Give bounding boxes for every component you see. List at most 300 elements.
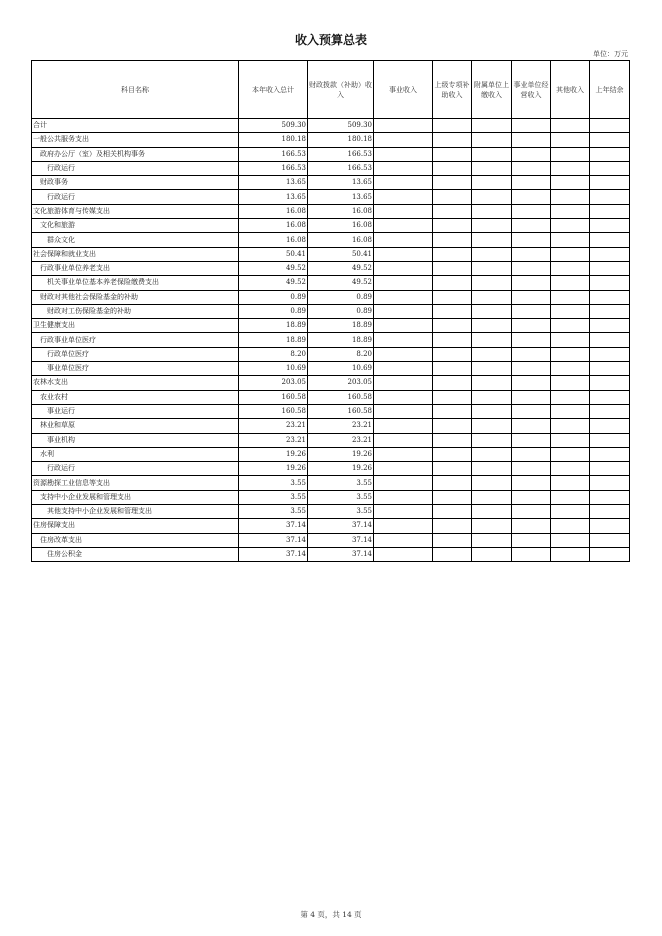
prior-year-balance-cell xyxy=(590,362,630,376)
other-income-cell xyxy=(551,219,590,233)
other-income-cell xyxy=(551,304,590,318)
affiliated-remittance-cell xyxy=(472,290,512,304)
business-income-cell xyxy=(374,333,433,347)
superior-subsidy-cell xyxy=(433,190,472,204)
fiscal-appropriation-cell: 49.52 xyxy=(308,276,374,290)
total-income-cell: 16.08 xyxy=(239,204,308,218)
total-income-cell: 19.26 xyxy=(239,447,308,461)
prior-year-balance-cell xyxy=(590,419,630,433)
page-title: 收入预算总表 xyxy=(294,33,367,47)
other-income-cell xyxy=(551,519,590,533)
total-income-cell: 180.18 xyxy=(239,133,308,147)
table-body xyxy=(32,119,630,562)
total-income-cell: 18.89 xyxy=(239,333,308,347)
prior-year-balance-cell xyxy=(590,376,630,390)
subject-name-cell: 事业单位医疗 xyxy=(32,362,239,376)
col-header-business-income: 事业收入 xyxy=(374,61,433,119)
superior-subsidy-cell xyxy=(433,547,472,561)
superior-subsidy-cell xyxy=(433,147,472,161)
fiscal-appropriation-cell: 37.14 xyxy=(308,519,374,533)
business-income-cell xyxy=(374,376,433,390)
operating-income-cell xyxy=(512,233,551,247)
operating-income-cell xyxy=(512,219,551,233)
subject-name-cell: 合计 xyxy=(32,119,239,133)
total-income-cell: 8.20 xyxy=(239,347,308,361)
table-row xyxy=(32,247,630,261)
business-income-cell xyxy=(374,519,433,533)
prior-year-balance-cell xyxy=(590,119,630,133)
other-income-cell xyxy=(551,447,590,461)
subject-name-cell: 卫生健康支出 xyxy=(32,319,239,333)
total-income-cell: 3.55 xyxy=(239,476,308,490)
table-row xyxy=(32,505,630,519)
other-income-cell xyxy=(551,276,590,290)
superior-subsidy-cell xyxy=(433,362,472,376)
affiliated-remittance-cell xyxy=(472,347,512,361)
col-header-affiliated-remittance: 附属单位上缴收入 xyxy=(472,61,512,119)
prior-year-balance-cell xyxy=(590,247,630,261)
prior-year-balance-cell xyxy=(590,133,630,147)
table-row xyxy=(32,319,630,333)
superior-subsidy-cell xyxy=(433,390,472,404)
unit-label: 单位：万元 xyxy=(593,50,628,58)
affiliated-remittance-cell xyxy=(472,376,512,390)
fiscal-appropriation-cell: 16.08 xyxy=(308,233,374,247)
business-income-cell xyxy=(374,147,433,161)
other-income-cell xyxy=(551,290,590,304)
prior-year-balance-cell xyxy=(590,533,630,547)
table-row xyxy=(32,476,630,490)
other-income-cell xyxy=(551,476,590,490)
operating-income-cell xyxy=(512,419,551,433)
total-income-cell: 3.55 xyxy=(239,505,308,519)
superior-subsidy-cell xyxy=(433,505,472,519)
business-income-cell xyxy=(374,390,433,404)
operating-income-cell xyxy=(512,119,551,133)
col-header-total-income: 本年收入总计 xyxy=(239,61,308,119)
total-income-cell: 50.41 xyxy=(239,247,308,261)
business-income-cell xyxy=(374,547,433,561)
prior-year-balance-cell xyxy=(590,176,630,190)
business-income-cell xyxy=(374,176,433,190)
operating-income-cell xyxy=(512,447,551,461)
total-income-cell: 37.14 xyxy=(239,519,308,533)
table-row xyxy=(32,447,630,461)
prior-year-balance-cell xyxy=(590,276,630,290)
operating-income-cell xyxy=(512,347,551,361)
affiliated-remittance-cell xyxy=(472,190,512,204)
subject-name-cell: 水利 xyxy=(32,447,239,461)
other-income-cell xyxy=(551,161,590,175)
subject-name-cell: 资源勘探工业信息等支出 xyxy=(32,476,239,490)
prior-year-balance-cell xyxy=(590,547,630,561)
other-income-cell xyxy=(551,176,590,190)
other-income-cell xyxy=(551,390,590,404)
affiliated-remittance-cell xyxy=(472,304,512,318)
affiliated-remittance-cell xyxy=(472,261,512,275)
business-income-cell xyxy=(374,505,433,519)
subject-name-cell: 农林水支出 xyxy=(32,376,239,390)
prior-year-balance-cell xyxy=(590,261,630,275)
prior-year-balance-cell xyxy=(590,304,630,318)
operating-income-cell xyxy=(512,333,551,347)
fiscal-appropriation-cell: 13.65 xyxy=(308,190,374,204)
superior-subsidy-cell xyxy=(433,490,472,504)
table-row xyxy=(32,147,630,161)
fiscal-appropriation-cell: 19.26 xyxy=(308,447,374,461)
affiliated-remittance-cell xyxy=(472,133,512,147)
subject-name-cell: 农业农村 xyxy=(32,390,239,404)
fiscal-appropriation-cell: 8.20 xyxy=(308,347,374,361)
total-income-cell: 49.52 xyxy=(239,261,308,275)
business-income-cell xyxy=(374,490,433,504)
superior-subsidy-cell xyxy=(433,176,472,190)
superior-subsidy-cell xyxy=(433,261,472,275)
total-income-cell: 166.53 xyxy=(239,147,308,161)
fiscal-appropriation-cell: 180.18 xyxy=(308,133,374,147)
subject-name-cell: 事业运行 xyxy=(32,404,239,418)
superior-subsidy-cell xyxy=(433,433,472,447)
operating-income-cell xyxy=(512,133,551,147)
table-row xyxy=(32,261,630,275)
page-footer: 第 4 页，共 14 页 xyxy=(300,910,362,919)
operating-income-cell xyxy=(512,290,551,304)
business-income-cell xyxy=(374,347,433,361)
fiscal-appropriation-cell: 3.55 xyxy=(308,490,374,504)
total-income-cell: 0.89 xyxy=(239,304,308,318)
total-income-cell: 160.58 xyxy=(239,404,308,418)
operating-income-cell xyxy=(512,276,551,290)
other-income-cell xyxy=(551,505,590,519)
subject-name-cell: 文化旅游体育与传媒支出 xyxy=(32,204,239,218)
affiliated-remittance-cell xyxy=(472,362,512,376)
other-income-cell xyxy=(551,147,590,161)
superior-subsidy-cell xyxy=(433,233,472,247)
affiliated-remittance-cell xyxy=(472,219,512,233)
affiliated-remittance-cell xyxy=(472,476,512,490)
fiscal-appropriation-cell: 3.55 xyxy=(308,476,374,490)
table-row xyxy=(32,333,630,347)
operating-income-cell xyxy=(512,304,551,318)
operating-income-cell xyxy=(512,404,551,418)
other-income-cell xyxy=(551,362,590,376)
total-income-cell: 13.65 xyxy=(239,176,308,190)
table-row xyxy=(32,219,630,233)
table-row xyxy=(32,376,630,390)
business-income-cell xyxy=(374,462,433,476)
affiliated-remittance-cell xyxy=(472,419,512,433)
fiscal-appropriation-cell: 3.55 xyxy=(308,505,374,519)
subject-name-cell: 支持中小企业发展和管理支出 xyxy=(32,490,239,504)
superior-subsidy-cell xyxy=(433,133,472,147)
business-income-cell xyxy=(374,276,433,290)
total-income-cell: 23.21 xyxy=(239,419,308,433)
business-income-cell xyxy=(374,233,433,247)
other-income-cell xyxy=(551,261,590,275)
fiscal-appropriation-cell: 23.21 xyxy=(308,433,374,447)
operating-income-cell xyxy=(512,462,551,476)
fiscal-appropriation-cell: 18.89 xyxy=(308,319,374,333)
other-income-cell xyxy=(551,204,590,218)
superior-subsidy-cell xyxy=(433,333,472,347)
prior-year-balance-cell xyxy=(590,519,630,533)
total-income-cell: 0.89 xyxy=(239,290,308,304)
table-row xyxy=(32,119,630,133)
table-row xyxy=(32,490,630,504)
superior-subsidy-cell xyxy=(433,247,472,261)
superior-subsidy-cell xyxy=(433,347,472,361)
superior-subsidy-cell xyxy=(433,119,472,133)
superior-subsidy-cell xyxy=(433,419,472,433)
operating-income-cell xyxy=(512,161,551,175)
prior-year-balance-cell xyxy=(590,476,630,490)
fiscal-appropriation-cell: 0.89 xyxy=(308,304,374,318)
table-row xyxy=(32,519,630,533)
subject-name-cell: 行政事业单位医疗 xyxy=(32,333,239,347)
table-row xyxy=(32,233,630,247)
affiliated-remittance-cell xyxy=(472,519,512,533)
total-income-cell: 37.14 xyxy=(239,533,308,547)
prior-year-balance-cell xyxy=(590,319,630,333)
subject-name-cell: 机关事业单位基本养老保险缴费支出 xyxy=(32,276,239,290)
prior-year-balance-cell xyxy=(590,161,630,175)
prior-year-balance-cell xyxy=(590,447,630,461)
operating-income-cell xyxy=(512,176,551,190)
fiscal-appropriation-cell: 203.05 xyxy=(308,376,374,390)
prior-year-balance-cell xyxy=(590,390,630,404)
prior-year-balance-cell xyxy=(590,233,630,247)
affiliated-remittance-cell xyxy=(472,119,512,133)
subject-name-cell: 行政运行 xyxy=(32,462,239,476)
total-income-cell: 160.58 xyxy=(239,390,308,404)
superior-subsidy-cell xyxy=(433,161,472,175)
fiscal-appropriation-cell: 160.58 xyxy=(308,404,374,418)
other-income-cell xyxy=(551,347,590,361)
fiscal-appropriation-cell: 166.53 xyxy=(308,147,374,161)
operating-income-cell xyxy=(512,390,551,404)
fiscal-appropriation-cell: 37.14 xyxy=(308,533,374,547)
business-income-cell xyxy=(374,261,433,275)
prior-year-balance-cell xyxy=(590,433,630,447)
subject-name-cell: 政府办公厅（室）及相关机构事务 xyxy=(32,147,239,161)
superior-subsidy-cell xyxy=(433,476,472,490)
other-income-cell xyxy=(551,419,590,433)
business-income-cell xyxy=(374,304,433,318)
business-income-cell xyxy=(374,190,433,204)
fiscal-appropriation-cell: 166.53 xyxy=(308,161,374,175)
fiscal-appropriation-cell: 10.69 xyxy=(308,362,374,376)
table-row xyxy=(32,347,630,361)
subject-name-cell: 财政对工伤保险基金的补助 xyxy=(32,304,239,318)
affiliated-remittance-cell xyxy=(472,490,512,504)
operating-income-cell xyxy=(512,533,551,547)
affiliated-remittance-cell xyxy=(472,161,512,175)
operating-income-cell xyxy=(512,547,551,561)
table-row xyxy=(32,419,630,433)
affiliated-remittance-cell xyxy=(472,404,512,418)
prior-year-balance-cell xyxy=(590,347,630,361)
other-income-cell xyxy=(551,462,590,476)
other-income-cell xyxy=(551,333,590,347)
business-income-cell xyxy=(374,247,433,261)
fiscal-appropriation-cell: 160.58 xyxy=(308,390,374,404)
operating-income-cell xyxy=(512,204,551,218)
prior-year-balance-cell xyxy=(590,147,630,161)
total-income-cell: 203.05 xyxy=(239,376,308,390)
col-header-subject-name: 科目名称 xyxy=(32,61,239,119)
fiscal-appropriation-cell: 16.08 xyxy=(308,204,374,218)
fiscal-appropriation-cell: 37.14 xyxy=(308,547,374,561)
other-income-cell xyxy=(551,247,590,261)
affiliated-remittance-cell xyxy=(472,433,512,447)
total-income-cell: 13.65 xyxy=(239,190,308,204)
table-row xyxy=(32,547,630,561)
superior-subsidy-cell xyxy=(433,462,472,476)
operating-income-cell xyxy=(512,190,551,204)
superior-subsidy-cell xyxy=(433,276,472,290)
business-income-cell xyxy=(374,362,433,376)
total-income-cell: 19.26 xyxy=(239,462,308,476)
other-income-cell xyxy=(551,190,590,204)
other-income-cell xyxy=(551,533,590,547)
subject-name-cell: 财政对其他社会保险基金的补助 xyxy=(32,290,239,304)
table-row xyxy=(32,362,630,376)
table-row xyxy=(32,390,630,404)
table-row xyxy=(32,133,630,147)
col-header-prior-year-balance: 上年结余 xyxy=(590,61,630,119)
other-income-cell xyxy=(551,404,590,418)
business-income-cell xyxy=(374,319,433,333)
subject-name-cell: 事业机构 xyxy=(32,433,239,447)
business-income-cell xyxy=(374,290,433,304)
affiliated-remittance-cell xyxy=(472,233,512,247)
operating-income-cell xyxy=(512,247,551,261)
operating-income-cell xyxy=(512,319,551,333)
affiliated-remittance-cell xyxy=(472,276,512,290)
other-income-cell xyxy=(551,547,590,561)
business-income-cell xyxy=(374,533,433,547)
subject-name-cell: 其他支持中小企业发展和管理支出 xyxy=(32,505,239,519)
table-row xyxy=(32,190,630,204)
prior-year-balance-cell xyxy=(590,204,630,218)
subject-name-cell: 文化和旅游 xyxy=(32,219,239,233)
other-income-cell xyxy=(551,490,590,504)
subject-name-cell: 群众文化 xyxy=(32,233,239,247)
affiliated-remittance-cell xyxy=(472,547,512,561)
business-income-cell xyxy=(374,204,433,218)
operating-income-cell xyxy=(512,261,551,275)
business-income-cell xyxy=(374,219,433,233)
operating-income-cell xyxy=(512,490,551,504)
subject-name-cell: 行政事业单位养老支出 xyxy=(32,261,239,275)
total-income-cell: 166.53 xyxy=(239,161,308,175)
total-income-cell: 509.30 xyxy=(239,119,308,133)
subject-name-cell: 财政事务 xyxy=(32,176,239,190)
prior-year-balance-cell xyxy=(590,404,630,418)
subject-name-cell: 社会保障和就业支出 xyxy=(32,247,239,261)
other-income-cell xyxy=(551,433,590,447)
prior-year-balance-cell xyxy=(590,219,630,233)
col-header-other-income: 其他收入 xyxy=(551,61,590,119)
operating-income-cell xyxy=(512,376,551,390)
superior-subsidy-cell xyxy=(433,319,472,333)
other-income-cell xyxy=(551,133,590,147)
subject-name-cell: 行政运行 xyxy=(32,161,239,175)
col-header-operating-income: 事业单位经营收入 xyxy=(512,61,551,119)
subject-name-cell: 一般公共服务支出 xyxy=(32,133,239,147)
prior-year-balance-cell xyxy=(590,290,630,304)
business-income-cell xyxy=(374,447,433,461)
operating-income-cell xyxy=(512,147,551,161)
business-income-cell xyxy=(374,161,433,175)
affiliated-remittance-cell xyxy=(472,390,512,404)
affiliated-remittance-cell xyxy=(472,333,512,347)
table-row xyxy=(32,161,630,175)
business-income-cell xyxy=(374,419,433,433)
operating-income-cell xyxy=(512,519,551,533)
superior-subsidy-cell xyxy=(433,533,472,547)
table-row xyxy=(32,404,630,418)
col-header-superior-subsidy: 上级专项补助收入 xyxy=(433,61,472,119)
fiscal-appropriation-cell: 19.26 xyxy=(308,462,374,476)
total-income-cell: 23.21 xyxy=(239,433,308,447)
affiliated-remittance-cell xyxy=(472,204,512,218)
col-header-fiscal-appropriation: 财政拨款（补助）收入 xyxy=(308,61,374,119)
operating-income-cell xyxy=(512,433,551,447)
operating-income-cell xyxy=(512,362,551,376)
prior-year-balance-cell xyxy=(590,462,630,476)
affiliated-remittance-cell xyxy=(472,505,512,519)
other-income-cell xyxy=(551,119,590,133)
prior-year-balance-cell xyxy=(590,490,630,504)
subject-name-cell: 行政运行 xyxy=(32,190,239,204)
superior-subsidy-cell xyxy=(433,290,472,304)
table-row xyxy=(32,276,630,290)
subject-name-cell: 住房公积金 xyxy=(32,547,239,561)
total-income-cell: 16.08 xyxy=(239,233,308,247)
prior-year-balance-cell xyxy=(590,505,630,519)
table-row xyxy=(32,290,630,304)
affiliated-remittance-cell xyxy=(472,447,512,461)
table-row xyxy=(32,304,630,318)
prior-year-balance-cell xyxy=(590,190,630,204)
subject-name-cell: 住房改革支出 xyxy=(32,533,239,547)
fiscal-appropriation-cell: 50.41 xyxy=(308,247,374,261)
income-budget-table xyxy=(31,60,630,562)
superior-subsidy-cell xyxy=(433,447,472,461)
table-header-row xyxy=(32,61,630,119)
subject-name-cell: 林业和草原 xyxy=(32,419,239,433)
operating-income-cell xyxy=(512,505,551,519)
affiliated-remittance-cell xyxy=(472,147,512,161)
fiscal-appropriation-cell: 49.52 xyxy=(308,261,374,275)
other-income-cell xyxy=(551,233,590,247)
subject-name-cell: 住房保障支出 xyxy=(32,519,239,533)
operating-income-cell xyxy=(512,476,551,490)
table-row xyxy=(32,204,630,218)
table-row xyxy=(32,176,630,190)
subject-name-cell: 行政单位医疗 xyxy=(32,347,239,361)
fiscal-appropriation-cell: 13.65 xyxy=(308,176,374,190)
prior-year-balance-cell xyxy=(590,333,630,347)
total-income-cell: 3.55 xyxy=(239,490,308,504)
affiliated-remittance-cell xyxy=(472,176,512,190)
superior-subsidy-cell xyxy=(433,219,472,233)
table-row xyxy=(32,462,630,476)
superior-subsidy-cell xyxy=(433,204,472,218)
business-income-cell xyxy=(374,133,433,147)
table-row xyxy=(32,533,630,547)
